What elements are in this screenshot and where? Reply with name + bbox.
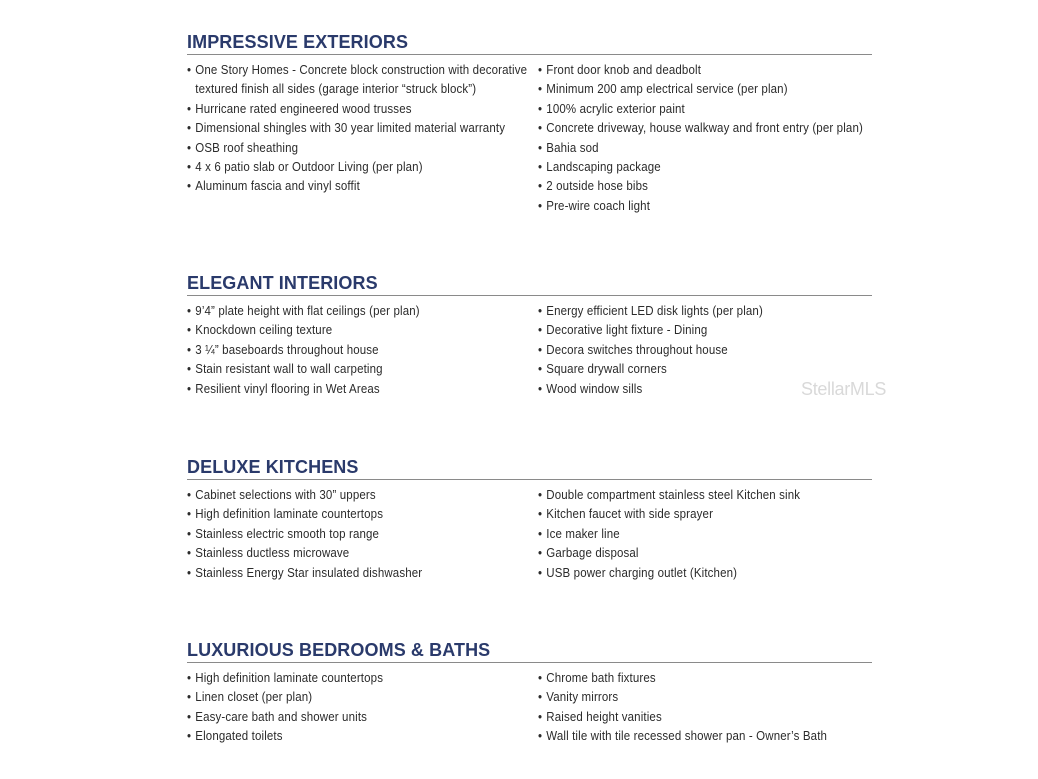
list-item: • Minimum 200 amp electrical service (per plan) <box>538 80 845 99</box>
section-kitchens <box>187 457 872 583</box>
list-item: • 100% acrylic exterior paint <box>538 100 845 119</box>
list-item: • Stainless ductless microwave <box>187 544 510 563</box>
section-bedrooms-baths <box>187 640 872 747</box>
list-item: • Knockdown ceiling texture <box>187 321 510 340</box>
list-item: • High definition laminate countertops <box>187 669 510 688</box>
list-item: • Chrome bath fixtures <box>538 669 845 688</box>
list-item: • Concrete driveway, house walkway and front entry (per plan) <box>538 119 845 138</box>
list-item: • Double compartment stainless steel Kitchen sink <box>538 486 845 505</box>
section-interiors <box>187 273 872 399</box>
feature-list-left <box>187 302 538 399</box>
feature-columns <box>187 61 872 216</box>
list-item: • 3 ¼” baseboards throughout house <box>187 341 510 360</box>
list-item: • Easy-care bath and shower units <box>187 708 510 727</box>
list-item: • Pre-wire coach light <box>538 197 845 216</box>
list-item: • High definition laminate countertops <box>187 505 510 524</box>
feature-list-right <box>538 669 872 747</box>
feature-columns <box>187 486 872 583</box>
list-item: • Elongated toilets <box>187 727 510 746</box>
feature-list-left <box>187 486 538 583</box>
list-item: • Vanity mirrors <box>538 688 845 707</box>
list-item: • Hurricane rated engineered wood trusses <box>187 100 510 119</box>
feature-columns <box>187 302 872 399</box>
list-item: • USB power charging outlet (Kitchen) <box>538 564 845 583</box>
list-item: • Energy efficient LED disk lights (per plan) <box>538 302 845 321</box>
section-divider <box>187 479 872 480</box>
list-item: • Front door knob and deadbolt <box>538 61 845 80</box>
list-item: • Resilient vinyl flooring in Wet Areas <box>187 380 510 399</box>
list-item: • Stainless electric smooth top range <box>187 525 510 544</box>
section-title: IMPRESSIVE EXTERIORS <box>187 32 409 52</box>
list-item: • Square drywall corners <box>538 360 845 379</box>
list-item: • One Story Homes - Concrete block construction with decorative textured finish all sides (garage interior “struck block”) <box>187 61 536 100</box>
list-item: • Decorative light fixture - Dining <box>538 321 845 340</box>
feature-list-right <box>538 486 872 583</box>
list-item: • Cabinet selections with 30” uppers <box>187 486 510 505</box>
list-item: • Landscaping package <box>538 158 845 177</box>
list-item: • OSB roof sheathing <box>187 139 510 158</box>
section-divider <box>187 295 872 296</box>
list-item: • Wood window sills <box>538 380 845 399</box>
list-item: • Linen closet (per plan) <box>187 688 510 707</box>
list-item: • Kitchen faucet with side sprayer <box>538 505 845 524</box>
list-item: • Bahia sod <box>538 139 845 158</box>
feature-list-left <box>187 61 538 216</box>
list-item: • Wall tile with tile recessed shower pan - Owner’s Bath <box>538 727 845 746</box>
section-exteriors <box>187 32 872 216</box>
section-divider <box>187 662 872 663</box>
feature-list-left <box>187 669 538 747</box>
list-item: • Decora switches throughout house <box>538 341 845 360</box>
list-item: • Raised height vanities <box>538 708 845 727</box>
list-item: • Stainless Energy Star insulated dishwasher <box>187 564 510 583</box>
section-title: LUXURIOUS BEDROOMS & BATHS <box>187 640 491 660</box>
list-item: • 4 x 6 patio slab or Outdoor Living (per plan) <box>187 158 510 177</box>
list-item: • Ice maker line <box>538 525 845 544</box>
section-title: DELUXE KITCHENS <box>187 457 359 477</box>
list-item: • Dimensional shingles with 30 year limited material warranty <box>187 119 510 138</box>
list-item: • 9’4” plate height with flat ceilings (per plan) <box>187 302 510 321</box>
section-title: ELEGANT INTERIORS <box>187 273 378 293</box>
list-item: • 2 outside hose bibs <box>538 177 845 196</box>
list-item: • Garbage disposal <box>538 544 845 563</box>
feature-columns <box>187 669 872 747</box>
list-item: • Aluminum fascia and vinyl soffit <box>187 177 510 196</box>
watermark: StellarMLS <box>801 379 887 399</box>
feature-list-right <box>538 61 872 216</box>
section-divider <box>187 54 872 55</box>
list-item: • Stain resistant wall to wall carpeting <box>187 360 510 379</box>
